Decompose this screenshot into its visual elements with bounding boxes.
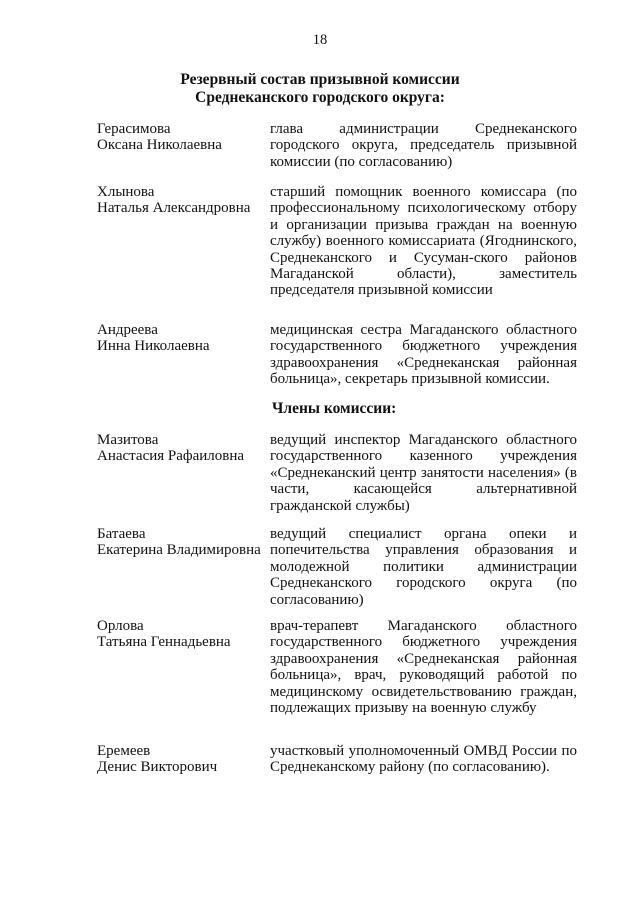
member-name [97,743,269,776]
page-number: 18 [312,32,328,48]
member-role-description: врач-терапевт Магаданского областного государственного бюджетного учреждения здравоохранения «Среднеканская районная больница», врач, руководящий работой по медицинскому освидетельствованию граждан, подлежащих призыву на военную службу [270,618,577,717]
member-name [97,618,269,651]
member-role-description: старший помощник военного комиссара (по профессиональному психологическому отбору и организации призыва граждан на военную службу) военного комиссариата (Ягоднинского, Среднеканского и Сусуман-ского районов Магаданской области), заместитель председателя призывной комиссии [270,184,577,299]
document-title [0,71,640,107]
member-surname: Герасимова [97,121,171,137]
member-given-names: Екатерина Владимировна [97,542,261,559]
member-surname: Андреева [97,322,158,338]
member-name [97,184,269,217]
members-heading: Члены комиссии: [272,400,397,417]
member-surname: Орлова [97,618,144,634]
member-surname: Хлынова [97,184,155,200]
member-role-description: ведущий инспектор Магаданского областного государственного казенного учреждения «Среднеканский центр занятости населения» (в части, касающейся альтернативной гражданской службы) [270,432,577,514]
member-surname: Мазитова [97,432,159,448]
member-name [97,121,269,154]
title-line-2: Среднеканского городского округа: [195,89,445,106]
member-role-description: глава администрации Среднеканского городского округа, председатель призывной комиссии (по согласованию) [270,121,577,170]
member-name [97,526,269,559]
member-surname: Батаева [97,526,146,542]
member-name [97,322,269,355]
member-role-description: медицинская сестра Магаданского областного государственного бюджетного учреждения здравоохранения «Среднеканская районная больница», секретарь призывной комиссии. [270,322,577,388]
member-given-names: Наталья Александровна [97,200,251,217]
member-name [97,432,269,465]
member-role-description: ведущий специалист органа опеки и попечительства управления образования и молодежной политики администрации Среднеканского городского округа (по согласованию) [270,526,577,608]
member-given-names: Анастасия Рафаиловна [97,448,245,465]
member-given-names: Татьяна Геннадьевна [97,634,231,651]
member-surname: Еремеев [97,743,151,759]
member-given-names: Денис Викторович [97,759,218,776]
member-role-description: участковый уполномоченный ОМВД России по Среднеканскому району (по согласованию). [270,743,577,776]
title-line-1: Резервный состав призывной комиссии [180,71,460,88]
member-given-names: Оксана Николаевна [97,137,222,154]
member-given-names: Инна Николаевна [97,338,210,355]
